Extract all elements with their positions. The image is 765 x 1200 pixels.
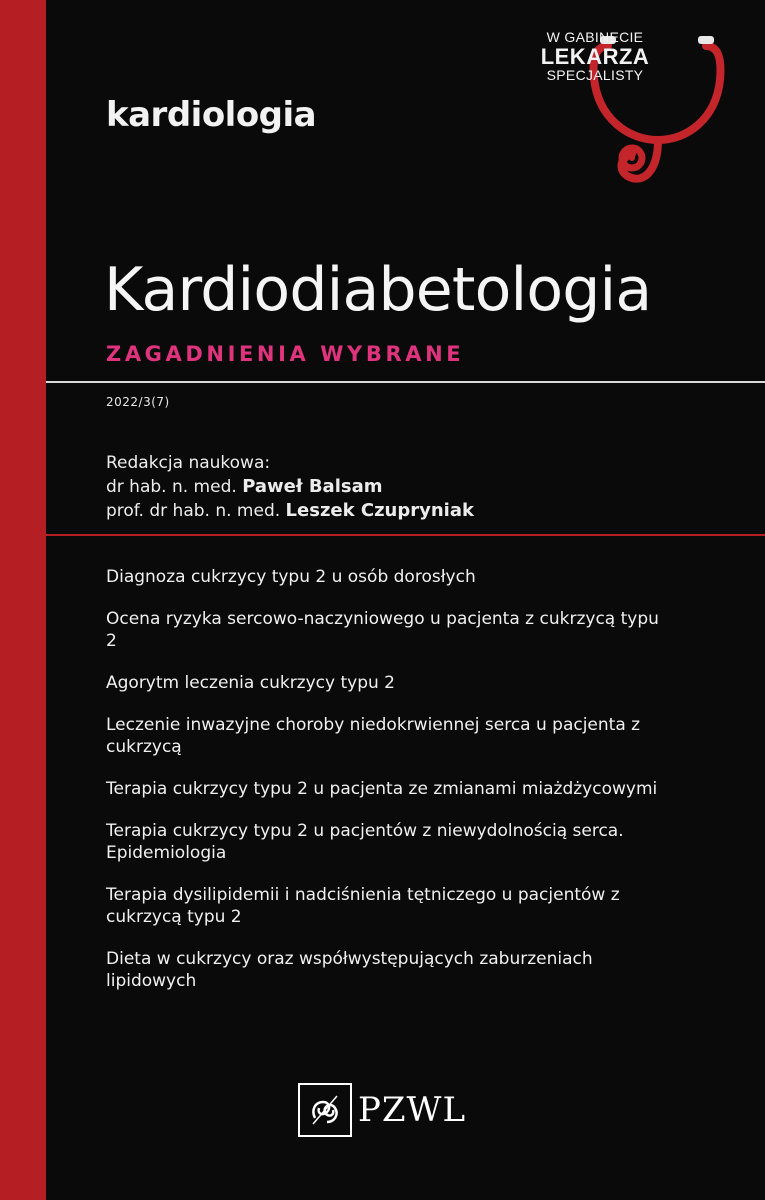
contents-item: Terapia dysilipidemii i nadciśnienia tętniczego u pacjentów z cukrzycą typu 2 — [106, 885, 620, 927]
editor-line — [106, 475, 474, 499]
editor-name: Paweł Balsam — [242, 476, 383, 497]
divider-white — [46, 381, 765, 383]
editor-prefix: dr hab. n. med. — [106, 477, 237, 497]
book-title: Kardiodiabetologia — [104, 255, 652, 325]
contents-item: Agorytm leczenia cukrzycy typu 2 — [106, 673, 395, 693]
contents-item: Terapia cukrzycy typu 2 u pacjenta ze zmianami miażdżycowymi — [106, 779, 658, 799]
editors-heading: Redakcja naukowa: — [106, 453, 271, 473]
contents-item: Ocena ryzyka sercowo-naczyniowego u pacjenta z cukrzycą typu 2 — [106, 609, 659, 651]
divider-red — [46, 534, 765, 536]
editor-name: Leszek Czupryniak — [285, 500, 474, 521]
editors-block — [106, 451, 474, 523]
editor-prefix: prof. dr hab. n. med. — [106, 501, 281, 521]
pzwl-logo-icon — [298, 1083, 352, 1137]
book-subtitle: ZAGADNIENIA WYBRANE — [106, 342, 465, 366]
badge-line-2: LEKARZA — [540, 43, 650, 69]
contents-item: Terapia cukrzycy typu 2 u pacjentów z niewydolnością serca. Epidemiologia — [106, 821, 624, 863]
publisher-name: PZWL — [358, 1090, 467, 1130]
badge-line-1: W GABINECIE — [546, 29, 644, 45]
editor-line — [106, 499, 474, 523]
contents-list — [106, 566, 666, 1012]
issue-number: 2022/3(7) — [106, 395, 170, 409]
contents-item: Diagnoza cukrzycy typu 2 u osób dorosłych — [106, 567, 476, 587]
red-spine-band — [0, 0, 46, 1200]
badge-line-3: SPECJALISTY — [546, 66, 644, 83]
series-label: kardiologia — [106, 95, 317, 135]
publisher-logo — [298, 1083, 466, 1137]
contents-item: Leczenie inwazyjne choroby niedokrwiennej serca u pacjenta z cukrzycą — [106, 715, 641, 757]
series-badge — [520, 30, 670, 82]
contents-item: Dieta w cukrzycy oraz współwystępujących zaburzeniach lipidowych — [106, 949, 593, 991]
